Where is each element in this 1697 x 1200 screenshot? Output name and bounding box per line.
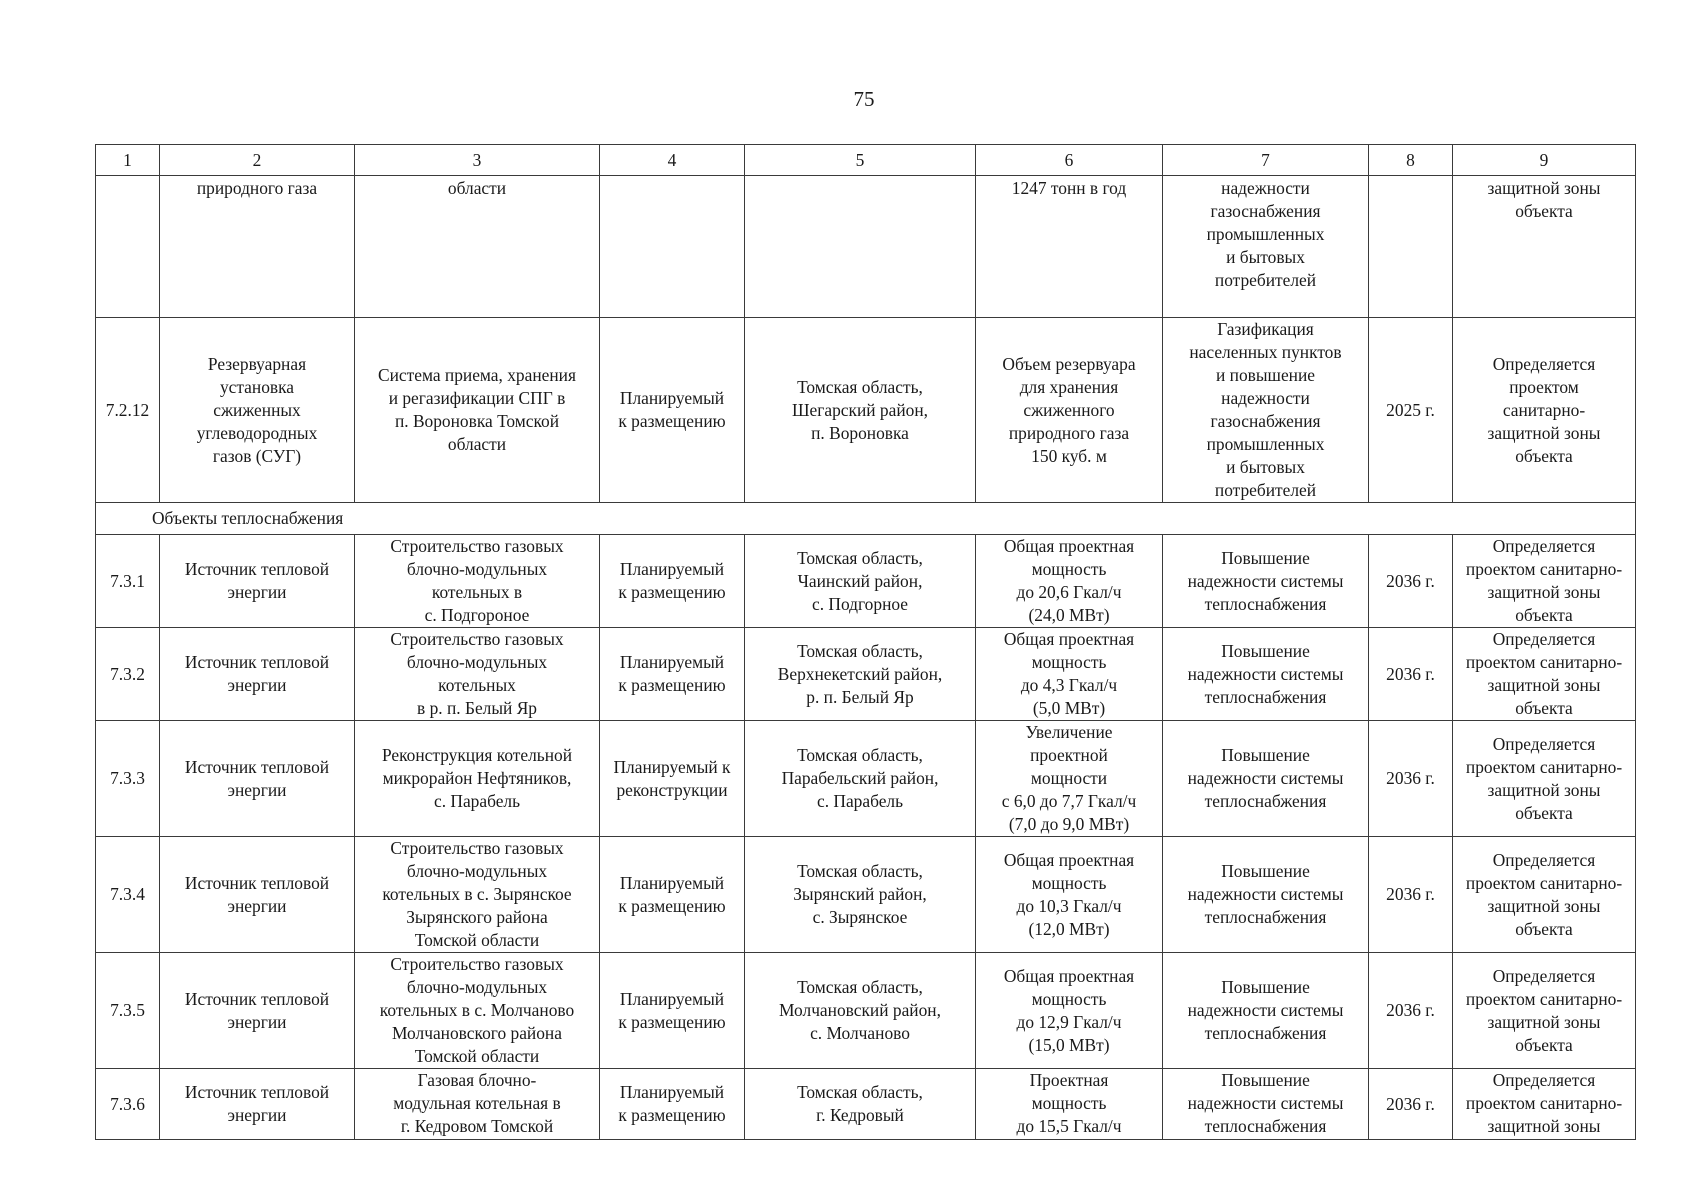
object-purpose: [1163, 535, 1369, 628]
cell-text: Повышение надежности системы теплоснабжения: [1187, 861, 1344, 927]
object-status: [600, 628, 745, 721]
object-location: [745, 318, 976, 503]
object-description: [355, 1069, 600, 1140]
cell-text: природного газа: [196, 178, 318, 198]
cell-text: Планируемый к реконструкции: [613, 756, 731, 800]
table-cell: [1163, 176, 1369, 318]
table-cell: [1369, 176, 1453, 318]
object-parameters: [976, 837, 1163, 953]
object-year: [1369, 1069, 1453, 1140]
cell-text: Томская область, Молчановский район, с. Молчаново: [779, 977, 941, 1043]
cell-text: Томская область, Зырянский район, с. Зырянское: [793, 861, 927, 927]
object-zone: [1453, 318, 1636, 503]
table-row-continued: [96, 176, 1636, 318]
cell-text: Повышение надежности системы теплоснабжения: [1187, 547, 1344, 614]
object-year: [1369, 953, 1453, 1069]
object-parameters: [976, 721, 1163, 837]
object-year: [1369, 628, 1453, 721]
cell-text: Определяется проектом санитарно- защитной зоны объекта: [1465, 629, 1623, 718]
object-purpose: [1163, 318, 1369, 503]
cell-text: Газовая блочно- модульная котельная в г. Кедровом Томской: [393, 1070, 561, 1136]
cell-text: Общая проектная мощность до 4,3 Гкал/ч (5,0 МВт): [1003, 629, 1135, 718]
cell-text: Строительство газовых блочно-модульных котельных в р. п. Белый Яр: [390, 629, 564, 718]
table-cell: [600, 176, 745, 318]
cell-text: Определяется проектом санитарно- защитной зоны объекта: [1465, 733, 1623, 823]
object-location: [745, 721, 976, 837]
header-cell: 2: [160, 145, 355, 176]
object-year: [1369, 721, 1453, 837]
table-header-row: [96, 145, 1636, 176]
object-name: [160, 535, 355, 628]
row-number: [96, 628, 160, 721]
object-parameters: [976, 1069, 1163, 1140]
cell-text: Источник тепловой энергии: [184, 872, 330, 916]
object-parameters: [976, 953, 1163, 1069]
table-cell: [96, 176, 160, 318]
cell-text: области: [447, 178, 507, 198]
object-description: [355, 837, 600, 953]
header-cell: 4: [600, 145, 745, 176]
row-number: [96, 318, 160, 503]
cell-text: Планируемый к размещению: [618, 388, 726, 431]
table-row: [96, 318, 1636, 503]
cell-text: Источник тепловой энергии: [184, 988, 330, 1032]
cell-text: Планируемый к размещению: [618, 988, 726, 1032]
object-name: [160, 1069, 355, 1140]
table-cell: [355, 176, 600, 318]
object-purpose: [1163, 1069, 1369, 1140]
cell-text: Томская область, Верхнекетский район, р. п. Белый Яр: [777, 640, 943, 707]
cell-text: Определяется проектом санитарно- защитной зоны объекта: [1465, 965, 1623, 1055]
cell-text: Определяется проектом санитарно- защитной зоны объекта: [1465, 849, 1623, 939]
object-zone: [1453, 535, 1636, 628]
object-year: [1369, 837, 1453, 953]
cell-text: Строительство газовых блочно-модульных котельных в с. Зырянское Зырянского района Томской области: [382, 838, 572, 950]
table-row: [96, 721, 1636, 837]
object-name: [160, 953, 355, 1069]
object-description: [355, 628, 600, 721]
object-parameters: [976, 318, 1163, 503]
object-zone: [1453, 837, 1636, 953]
object-location: [745, 1069, 976, 1140]
object-name: [160, 721, 355, 837]
cell-text: Строительство газовых блочно-модульных котельных в с. Молчаново Молчановского района Томской области: [379, 954, 575, 1066]
object-description: [355, 721, 600, 837]
cell-text: надежности газоснабжения промышленных и бытовых потребителей: [1206, 178, 1325, 290]
object-purpose: [1163, 953, 1369, 1069]
object-zone: [1453, 721, 1636, 837]
section-heading: Объекты теплоснабжения: [96, 503, 1636, 535]
cell-text: защитной зоны объекта: [1487, 178, 1601, 221]
table-cell: [745, 176, 976, 318]
table-row: [96, 535, 1636, 628]
object-description: [355, 953, 600, 1069]
object-purpose: [1163, 628, 1369, 721]
cell-text: Проектная мощность до 15,5 Гкал/ч: [1016, 1070, 1122, 1136]
cell-text: 7.2.12: [105, 399, 150, 420]
cell-text: 2036 г.: [1386, 1000, 1435, 1020]
cell-text: Общая проектная мощность до 20,6 Гкал/ч (24,0 МВт): [1003, 536, 1135, 625]
cell-text: Планируемый к размещению: [618, 652, 726, 695]
cell-text: Источник тепловой энергии: [184, 652, 330, 695]
cell-text: Источник тепловой энергии: [184, 1082, 330, 1125]
cell-text: Планируемый к размещению: [618, 1082, 726, 1125]
cell-text: 2036 г.: [1386, 570, 1435, 591]
cell-text: Система приема, хранения и регазификации СПГ в п. Вороновка Томской области: [378, 365, 576, 454]
object-year: [1369, 318, 1453, 503]
table-row: [96, 1069, 1636, 1140]
cell-text: 1247 тонн в год: [1011, 178, 1127, 198]
cell-text: Общая проектная мощность до 12,9 Гкал/ч (15,0 МВт): [1003, 965, 1135, 1055]
object-status: [600, 318, 745, 503]
cell-text: 2036 г.: [1386, 663, 1435, 684]
object-purpose: [1163, 837, 1369, 953]
cell-text: Планируемый к размещению: [618, 872, 726, 916]
table-cell: [1453, 176, 1636, 318]
cell-text: Томская область, Чаинский район, с. Подгорное: [797, 547, 923, 614]
header-cell: 7: [1163, 145, 1369, 176]
cell-text: Повышение надежности системы теплоснабжения: [1187, 745, 1344, 811]
table-cell: [976, 176, 1163, 318]
object-purpose: [1163, 721, 1369, 837]
cell-text: 7.3.5: [110, 1000, 145, 1020]
object-name: [160, 628, 355, 721]
cell-text: Повышение надежности системы теплоснабжения: [1187, 1070, 1344, 1136]
cell-text: Повышение надежности системы теплоснабжения: [1187, 640, 1344, 707]
object-status: [600, 837, 745, 953]
cell-text: Объем резервуара для хранения сжиженного природного газа 150 куб. м: [1002, 353, 1136, 466]
cell-text: 7.3.3: [110, 768, 145, 788]
row-number: [96, 1069, 160, 1140]
cell-text: Определяется проектом санитарно- защитной зоны объекта: [1465, 536, 1623, 625]
cell-text: Определяется проектом санитарно- защитной зоны объекта: [1487, 353, 1601, 466]
cell-text: Реконструкция котельной микрорайон Нефтяников, с. Парабель: [381, 745, 573, 811]
row-number: [96, 721, 160, 837]
cell-text: Увеличение проектной мощности с 6,0 до 7,7 Гкал/ч (7,0 до 9,0 МВт): [1001, 722, 1137, 834]
cell-text: Повышение надежности системы теплоснабжения: [1187, 977, 1344, 1043]
object-zone: [1453, 1069, 1636, 1140]
cell-text: Томская область, Парабельский район, с. Парабель: [781, 745, 939, 811]
header-cell: 1: [96, 145, 160, 176]
object-location: [745, 628, 976, 721]
cell-text: 2036 г.: [1386, 768, 1435, 788]
cell-text: 2025 г.: [1386, 399, 1435, 420]
object-description: [355, 318, 600, 503]
row-number: [96, 837, 160, 953]
cell-text: Планируемый к размещению: [618, 559, 726, 602]
object-parameters: [976, 535, 1163, 628]
cell-text: 7.3.1: [110, 570, 145, 591]
cell-text: Источник тепловой энергии: [184, 559, 330, 602]
table-row: [96, 628, 1636, 721]
object-description: [355, 535, 600, 628]
object-status: [600, 1069, 745, 1140]
cell-text: 2036 г.: [1386, 1093, 1435, 1114]
objects-table: [95, 144, 1636, 1140]
page-number: 75: [853, 87, 875, 111]
cell-text: Томская область, Шегарский район, п. Вороновка: [791, 376, 928, 443]
cell-text: Общая проектная мощность до 10,3 Гкал/ч (12,0 МВт): [1003, 849, 1135, 939]
object-name: [160, 837, 355, 953]
object-zone: [1453, 628, 1636, 721]
cell-text: Источник тепловой энергии: [184, 756, 330, 800]
object-status: [600, 535, 745, 628]
table-cell: [160, 176, 355, 318]
table-row: [96, 837, 1636, 953]
object-status: [600, 953, 745, 1069]
cell-text: 2036 г.: [1386, 884, 1435, 904]
cell-text: 7.3.4: [110, 884, 145, 904]
cell-text: Определяется проектом санитарно- защитной зоны: [1465, 1070, 1623, 1136]
row-number: [96, 535, 160, 628]
object-parameters: [976, 628, 1163, 721]
object-name: [160, 318, 355, 503]
header-cell: 9: [1453, 145, 1636, 176]
header-cell: 8: [1369, 145, 1453, 176]
object-year: [1369, 535, 1453, 628]
table-row: [96, 953, 1636, 1069]
cell-text: Газификация населенных пунктов и повышение надежности газоснабжения промышленных и бытовых потребителей: [1189, 319, 1342, 500]
cell-text: Томская область, г. Кедровый: [797, 1082, 923, 1125]
header-cell: 3: [355, 145, 600, 176]
object-location: [745, 953, 976, 1069]
object-zone: [1453, 953, 1636, 1069]
object-location: [745, 837, 976, 953]
cell-text: 7.3.6: [110, 1093, 145, 1114]
row-number: [96, 953, 160, 1069]
cell-text: 7.3.2: [110, 663, 145, 684]
section-row: [96, 503, 1636, 535]
object-location: [745, 535, 976, 628]
cell-text: Резервуарная установка сжиженных углеводородных газов (СУГ): [196, 353, 318, 466]
cell-text: Строительство газовых блочно-модульных котельных в с. Подгороное: [390, 536, 564, 625]
header-cell: 5: [745, 145, 976, 176]
header-cell: 6: [976, 145, 1163, 176]
object-status: [600, 721, 745, 837]
